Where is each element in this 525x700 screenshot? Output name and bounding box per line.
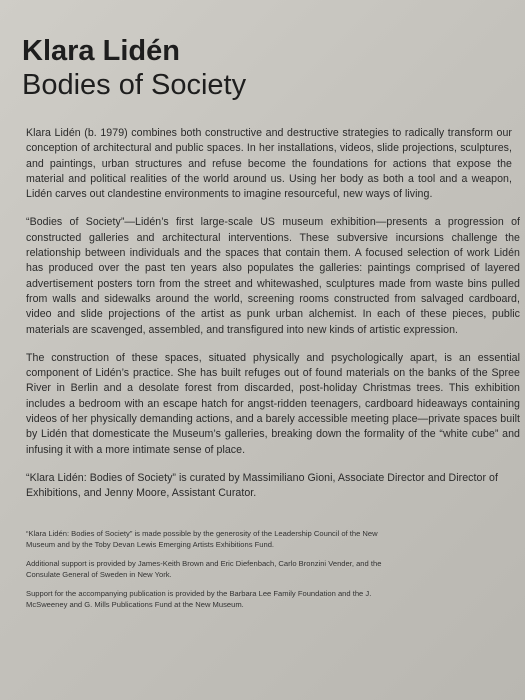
publication-support-credit: Support for the accompanying publication is provided by the Barbara Lee Family Foundation and the J. McSweeney and G. Mills Publications Fund at the New Museum. xyxy=(26,588,372,609)
intro-paragraph: Klara Lidén (b. 1979) combines both constructive and destructive strategies to radically transform our conception of architectural and public spaces. In her installations, videos, slide projections, sculptures, and paintings, urban structures and refuse become the foundations for actions that expose the material and political realities of the world around us. Using her body as both a tool and a weapon, Lidén carves out clandestine environments to imagine resourceful, new ways of living. xyxy=(26,127,512,201)
exhibition-title: Bodies of Society xyxy=(22,69,247,101)
exhibition-paragraph: “Bodies of Society”—Lidén’s first large-scale US museum exhibition—presents a progression of constructed galleries and architectural interventions. These subversive incursions challenge the relationship between individuals and the spaces that contain them. A focused selection of work Lidén has produced over the past ten years also populates the galleries: paintings comprised of layered advertisement posters torn from the street and whitewashed, sculptures made from waste bins pulled from walls and sidewalks around the world, screening rooms constructed from salvaged cardboard, video and slide projections of the artist as punk urban alchemist. In each of these pieces, public materials are scavenged, assembled, and transfigured into new kinds of artistic expression. xyxy=(26,216,520,336)
spaces-paragraph: The construction of these spaces, situated physically and psychologically apart, is an essential component of Lidén’s practice. She has built refuges out of found materials on the banks of the Spree River in Berlin and a desolate forest from discarded, post-holiday Christmas trees. This exhibition includes a bedroom with an escape hatch for angst-ridden teenagers, cardboard hideaways containing videos of her physically demanding actions, and a barely accessible meeting place—private spaces built by Lidén that domesticate the Museum’s galleries, breaking down the formality of the “white cube” and infusing it with a more intimate sense of place. xyxy=(26,351,520,456)
wall-label xyxy=(22,34,520,618)
artist-name: Klara Lidén xyxy=(22,35,180,67)
additional-support-credit: Additional support is provided by James-Keith Brown and Eric Diefenbach, Carlo Bronzini Vender, and the Consulate General of Sweden in New York. xyxy=(26,558,382,579)
funding-credit: “Klara Lidén: Bodies of Society” is made possible by the generosity of the Leadership Council of the New Museum and by the Toby Devan Lewis Emerging Artists Exhibitions Fund. xyxy=(26,528,378,549)
curator-paragraph: “Klara Lidén: Bodies of Society” is curated by Massimiliano Gioni, Associate Director and Director of Exhibitions, and Jenny Moore, Assistant Curator. xyxy=(26,471,498,500)
